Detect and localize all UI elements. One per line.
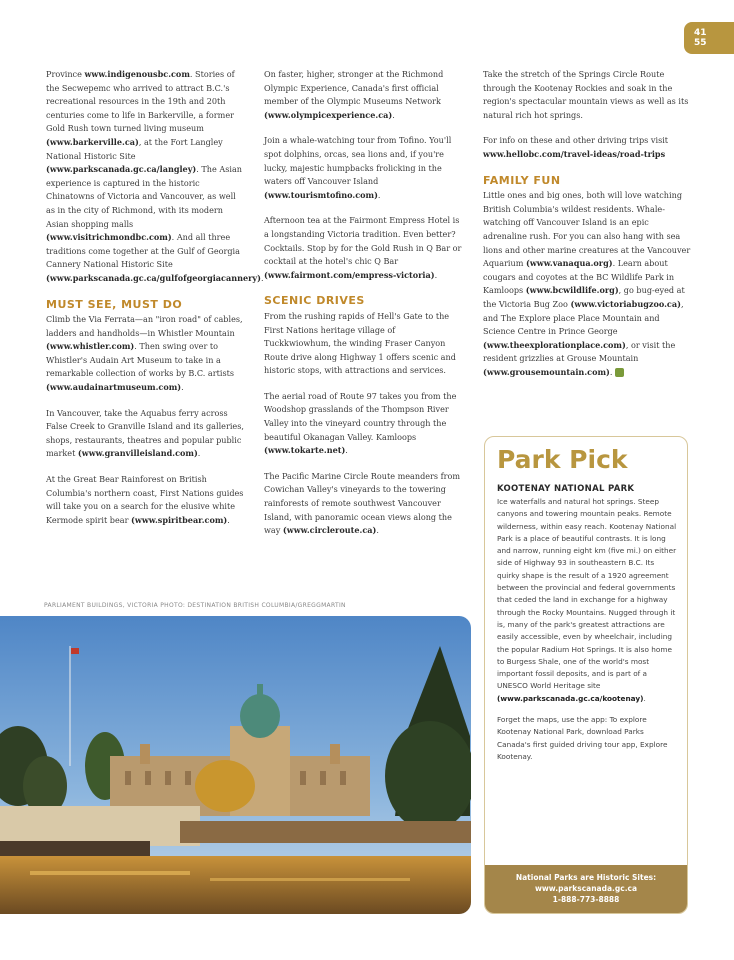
heading-must-see: MUST SEE, MUST DO: [46, 297, 183, 311]
paragraph-fraser-canyon: From the rushing rapids of Hell's Gate to the First Nations heritage village of Tuckkwiowhum, the winding Fraser Canyon Route drive along Highway 1 offers scenic and historic stops, with attractions and services.: [264, 310, 456, 376]
end-of-article-icon: [615, 368, 624, 377]
link-tofino[interactable]: (www.tourismtofino.com): [264, 189, 378, 200]
heading-family-fun: FAMILY FUN: [483, 173, 561, 187]
link-bcwildlife[interactable]: (www.bcwildlife.org): [525, 285, 619, 296]
column-2: [264, 68, 464, 550]
sidebar-title: Park Pick: [497, 445, 628, 474]
link-granville[interactable]: (www.granvilleisland.com): [77, 448, 198, 459]
sidebar-footer: [485, 865, 687, 913]
link-olympic[interactable]: (www.olympicexperience.ca): [264, 109, 393, 120]
link-circleroute[interactable]: (www.circleroute.ca): [282, 525, 377, 536]
link-audain[interactable]: (www.audainartmuseum.com): [46, 382, 182, 393]
link-fairmont[interactable]: (www.fairmont.com/empress-victoria): [264, 269, 435, 280]
sidebar-footer-line1: National Parks are Historic Sites:: [515, 873, 657, 882]
link-visit-richmond[interactable]: (www.visitrichmondbc.com): [46, 232, 172, 243]
link-whistler[interactable]: (www.whistler.com): [46, 341, 135, 352]
paragraph-great-bear: At the Great Bear Rainforest on British Columbia's northern coast, First Nations guides will take you on a search for the elusive white Kermode spirit bear (www.spiritbear.com).: [46, 474, 244, 525]
paragraph-granville: In Vancouver, take the Aquabus ferry across False Creek to Granville Island and its galleries, shops, restaurants, theatres and popular public market (www.granvilleisland.com).: [46, 407, 244, 459]
paragraph-whale-watching: Join a whale-watching tour from Tofino. You'll spot dolphins, orcas, sea lions and, if you're lucky, majestic humpbacks frolicking in the waters off Vancouver Island (www.tourismtofino.com).: [264, 135, 452, 200]
sidebar-subtitle: KOOTENAY NATIONAL PARK: [497, 484, 635, 494]
paragraph-pacific-marine: The Pacific Marine Circle Route meanders from Cowichan Valley's vineyards to the towering rainforests of remote southwest Vancouver Island, with panoramic ocean views along the way (www.circleroute.ca).: [264, 470, 461, 536]
sidebar-footer-phone: 1-888-773-8888: [552, 895, 620, 904]
paragraph-empress: Afternoon tea at the Fairmont Empress Hotel is a longstanding Victoria tradition. Even better? Cocktails. Stop by for the Gold Rush in Q Bar or cocktail at the hotel's chic Q Bar (www.fairmont.com/empress-victoria).: [264, 215, 462, 280]
link-hellobc[interactable]: www.hellobc.com/travel-ideas/road-trips: [483, 148, 666, 159]
link-kootenay[interactable]: (www.parkscanada.gc.ca/kootenay): [497, 693, 644, 703]
page-number-line1: 41: [694, 28, 707, 38]
link-tokarte[interactable]: (www.tokarte.net): [264, 445, 346, 456]
link-barkerville[interactable]: (www.barkerville.ca): [46, 136, 139, 147]
paragraph-family-fun: Little ones and big ones, both will love watching British Columbia's wildest residents. Whale-watching off Vancouver Island is an epic adrenaline rush. For you can also hang with sea lions and other marine creatures at the Vancouver Aquarium (www.vanaqua.org). Learn about cougars and coyotes at the BC Wildlife Park in Kamloops (www.bcwildlife.org), go bug-eyed at the Victoria Bug Zoo (www.victoriabugzoo.ca), and The Explore place Place Mountain and Science Centre in Prince George (www.theexplorationplace.com), or visit the resident grizzlies at Grouse Mountain (www.grousemountain.com).: [483, 190, 691, 377]
sidebar-paragraph-kootenay: Ice waterfalls and natural hot springs. Steep canyons and towering mountain peaks. Remote wilderness, within easy reach. Kootenay National Park is a place of beautiful contrasts. It is long and narrow, running eight km (five mi.) on either side of Highway 93 in southeastern B.C. Its quirky shape is the result of a 1920 agreement between the provincial and federal governments that ceded the land in exchange for a highway through the Rocky Mountains. Nugged through it is, many of the park's greatest attractions are easily accessible, even by wheelchair, including the popular Radium Hot Springs. It is also home to Burgess Shale, one of the world's most important fossil deposits, and is part of a UNESCO World Heritage site (www.parkscanada.gc.ca/kootenay).: [497, 497, 677, 703]
heading-scenic-drives: SCENIC DRIVES: [264, 294, 365, 308]
parliament-illustration: [0, 616, 471, 914]
column-3: [483, 68, 693, 391]
page-number-tab: [684, 22, 734, 54]
link-spiritbear[interactable]: (www.spiritbear.com): [131, 514, 228, 525]
link-vanaqua[interactable]: (www.vanaqua.org): [525, 258, 613, 269]
paragraph-route-97: The aerial road of Route 97 takes you from the Woodshop grasslands of the Thompson River Valley into the vineyard country through the beautiful Okanagan Valley. Kamloops (www.tokarte.net).: [264, 390, 457, 456]
sidebar-footer-link[interactable]: www.parkscanada.gc.ca: [534, 884, 638, 893]
sidebar-body: [497, 496, 677, 763]
paragraph-springs-circle: Take the stretch of the Springs Circle Route through the Kootenay Rockies and soak in the region's spectacular mountain views as well as its natural rich hot springs.: [483, 69, 689, 120]
column-1: [46, 68, 264, 539]
page-number-line2: 55: [694, 38, 707, 48]
link-exploration-place[interactable]: (www.theexplorationplace.com): [483, 339, 626, 350]
link-bugzoo[interactable]: (www.victoriabugzoo.ca): [570, 298, 681, 309]
paragraph-olympic: On faster, higher, stronger at the Richmond Olympic Experience, Canada's first official member of the Olympic Museums Network (www.olympicexperience.ca).: [264, 69, 444, 120]
paragraph-heritage: Province www.indigenousbc.com. Stories of the Secwepemc who arrived to attract B.C.'s recreational resources in the 19th and 20th centuries come to life in Barkerville, a former Gold Rush town turned living museum (www.barkerville.ca), at the Fort Langley National Historic Site (www.parkscanada.gc.ca/langley). The Asian experience is captured in the historic Chinatowns of Victoria and Vancouver, as well as in the city of Richmond, with its modern Asian shopping malls (www.visitrichmondbc.com). And all three traditions come together at the Gulf of Georgia Cannery National Historic Site (www.parkscanada.gc.ca/gulfofgeorgiacannery).: [46, 69, 264, 283]
parliament-buildings-photo: [0, 616, 471, 914]
paragraph-via-ferrata: Climb the Via Ferrata—an "iron road" of cables, ladders and handholds—in Whistler Mountain (www.whistler.com). Then swing over to Whistler's Audain Art Museum to take in a remarkable collection of works by B.C. artists (www.audainartmuseum.com).: [46, 314, 243, 393]
link-gulf-of-georgia[interactable]: (www.parkscanada.gc.ca/gulfofgeorgiacannery): [46, 272, 261, 283]
link-fort-langley[interactable]: (www.parkscanada.gc.ca/langley): [46, 164, 197, 175]
paragraph-road-trips: For info on these and other driving trips visit www.hellobc.com/travel-ideas/road-trips: [483, 135, 669, 159]
link-indigenousbc[interactable]: www.indigenousbc.com: [84, 69, 190, 79]
link-grousemountain[interactable]: (www.grousemountain.com): [483, 366, 610, 377]
photo-caption: PARLIAMENT BUILDINGS, VICTORIA PHOTO: DESTINATION BRITISH COLUMBIA/GREGGMARTIN: [44, 602, 346, 609]
park-pick-sidebar: [484, 436, 688, 914]
sidebar-paragraph-app: Forget the maps, use the app: To explore Kootenay National Park, download Parks Canada's first guided driving tour app, Explore Kootenay.: [497, 715, 668, 761]
